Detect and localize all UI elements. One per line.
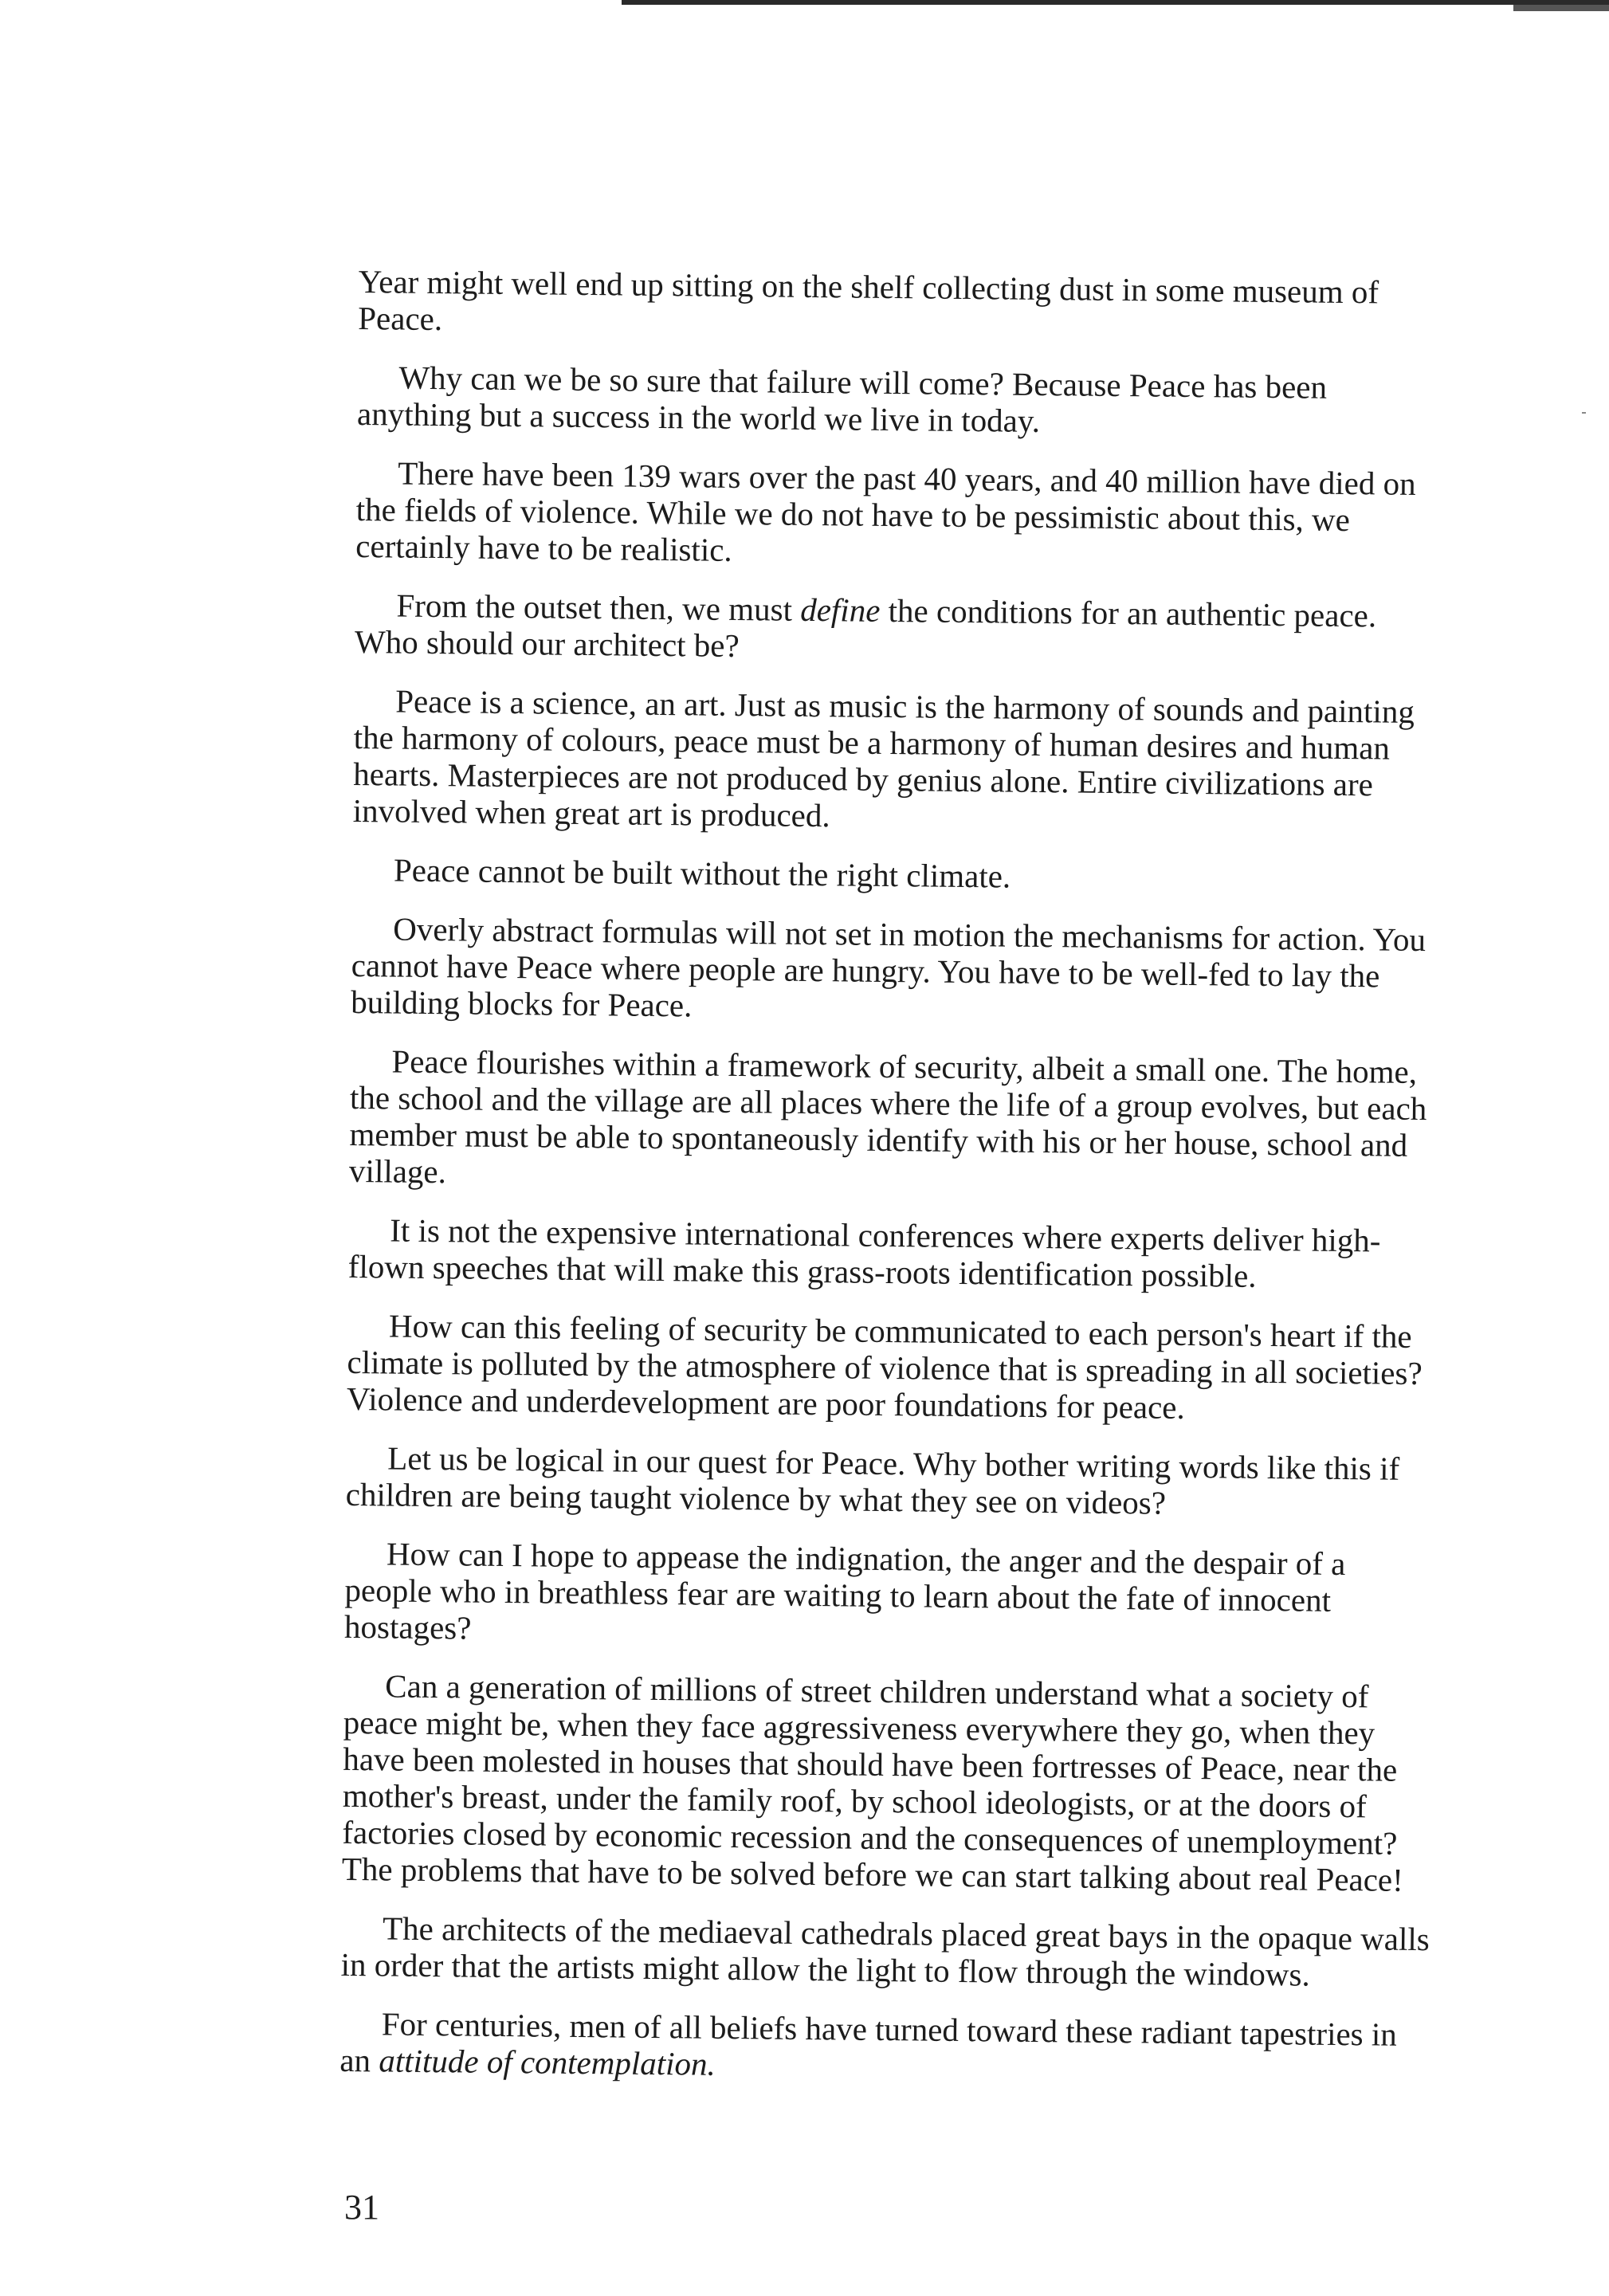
paragraph-right-climate: Peace cannot be built without the right climate. — [393, 851, 1011, 895]
paragraph-logical-quest: Let us be logical in our quest for Peace. Why bother writing words like this if children are being taught violence by what they see on videos? — [345, 1439, 1400, 1521]
final-emphasis: attitude of contemplation. — [379, 2042, 716, 2082]
page-number: 31 — [344, 2188, 379, 2227]
paragraph-conferences: It is not the expensive international conferences where experts deliver high-flown speeches that will make this grass-roots identification possible. — [347, 1211, 1381, 1294]
scan-speck — [1582, 412, 1586, 414]
define-text-before: From the outset then, we must — [396, 587, 801, 628]
paragraph-wars-statistics: There have been 139 wars over the past 40 years, and 40 million have died on the fields of violence. While we do not have to be pessimistic about this, we certainly have to be realistic. — [355, 454, 1416, 568]
define-emphasis: define — [800, 591, 881, 629]
paragraph-cathedrals: The architects of the mediaeval cathedrals placed great bays in the opaque walls in order that the artists might allow the light to flow through the windows. — [340, 1909, 1430, 1993]
paragraph-hostages: How can I hope to appease the indignation, the anger and the despair of a people who in breathless fear are waiting to learn about the fate of innocent hostages? — [343, 1535, 1346, 1646]
scan-edge-top — [622, 0, 1609, 5]
final-text-before: For centuries, men of all beliefs have turned toward these radiant tapestries in an — [339, 2005, 1398, 2079]
paragraph-security-framework: Peace flourishes within a framework of security, albeit a small one. The home, the school and the village are all places where the life of a group evolves, but each member must be able to spontaneously identify with his or her house, school and village. — [348, 1042, 1427, 1191]
paragraph-abstract-formulas: Overly abstract formulas will not set in motion the mechanisms for action. You cannot have Peace where people are hungry. You have to be well-fed to lay the building blocks for Peace. — [351, 910, 1427, 1024]
document-body — [339, 263, 1450, 2112]
paragraph-define-conditions — [355, 587, 1447, 671]
define-text-after: the conditions for an authentic peace. Who should our architect be? — [354, 591, 1377, 665]
paragraph-violence-climate: How can this feeling of security be communicated to each person's heart if the climate is polluted by the atmosphere of violence that is spreading in all societies? Violence and underdevelopment are poor foundations for peace. — [346, 1307, 1423, 1426]
paragraph-continuation: Year might well end up sitting on the shelf collecting dust in some museum of Peace. — [358, 263, 1379, 338]
paragraph-contemplation — [339, 2005, 1432, 2090]
scan-edge-corner — [1513, 5, 1609, 11]
paragraph-failure-question: Why can we be so sure that failure will come? Because Peace has been anything but a success in the world we live in today. — [356, 359, 1328, 439]
paragraph-peace-art: Peace is a science, an art. Just as music is the harmony of sounds and painting the harmony of colours, peace must be a harmony of human desires and human hearts. Masterpieces are not produced by genius alone. Entire civilizations are involved when great art is produced. — [352, 682, 1415, 834]
paragraph-street-children: Can a generation of millions of street children understand what a society of peace might be, when they face aggressiveness everywhere they go, when they have been molested in houses that should have been fortresses of Peace, near the mother's breast, under the family roof, by school ideologists, or at the doors of factories closed by economic recession and the consequences of unemployment? The problems that have to be solved before we can start talking about real Peace! — [341, 1667, 1404, 1898]
